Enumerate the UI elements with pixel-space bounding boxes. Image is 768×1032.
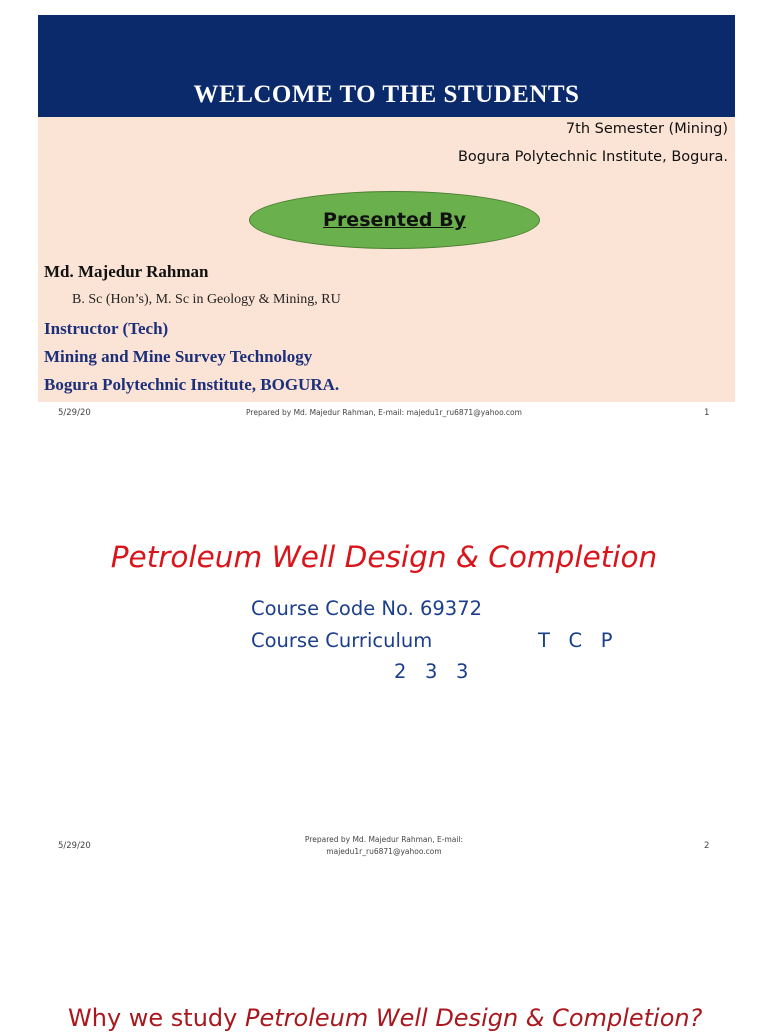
slide-2-footer-credit-line1: Prepared by Md. Majedur Rahman, E-mail: bbox=[304, 835, 464, 844]
slide-1-footer-date: 5/29/20 bbox=[58, 408, 91, 418]
presenter-organization: Bogura Polytechnic Institute, BOGURA. bbox=[44, 375, 340, 394]
semester-text: 7th Semester (Mining) bbox=[565, 121, 728, 137]
slide-2-footer-page: 2 bbox=[704, 841, 710, 851]
slide-3-title bbox=[68, 1004, 702, 1032]
presenter-designation: Instructor (Tech) bbox=[44, 319, 169, 338]
slide-3-title-prefix: Why we study bbox=[68, 1004, 245, 1032]
presenter-degree: B. Sc (Hon’s), M. Sc in Geology & Mining, RU bbox=[72, 292, 341, 307]
slide-2-footer-credit-line2: majedu1r_ru6871@yahoo.com bbox=[326, 847, 442, 856]
course-curriculum-label: Course Curriculum bbox=[251, 629, 433, 652]
tcp-values: 2 3 3 bbox=[394, 660, 469, 683]
presented-by-label: Presented By bbox=[323, 209, 466, 231]
course-code: Course Code No. 69372 bbox=[251, 597, 483, 620]
institute-text: Bogura Polytechnic Institute, Bogura. bbox=[457, 149, 728, 165]
slide-3-title-emphasis: Petroleum Well Design & Completion? bbox=[245, 1004, 703, 1032]
banner-title: WELCOME TO THE STUDENTS bbox=[193, 81, 580, 108]
title-banner bbox=[38, 15, 735, 117]
slide-2-footer-date: 5/29/20 bbox=[58, 841, 91, 851]
presenter-name: Md. Majedur Rahman bbox=[44, 262, 209, 281]
presenter-department: Mining and Mine Survey Technology bbox=[44, 347, 313, 366]
presented-by-oval bbox=[249, 191, 540, 249]
slide-1-footer-credit: Prepared by Md. Majedur Rahman, E-mail: majedu1r_ru6871@yahoo.com bbox=[246, 408, 522, 417]
slide-2-title: Petroleum Well Design & Completion bbox=[110, 540, 658, 574]
tcp-header: T C P bbox=[538, 629, 613, 652]
slide-1-footer-page: 1 bbox=[704, 408, 710, 418]
slide-1 bbox=[38, 15, 735, 402]
